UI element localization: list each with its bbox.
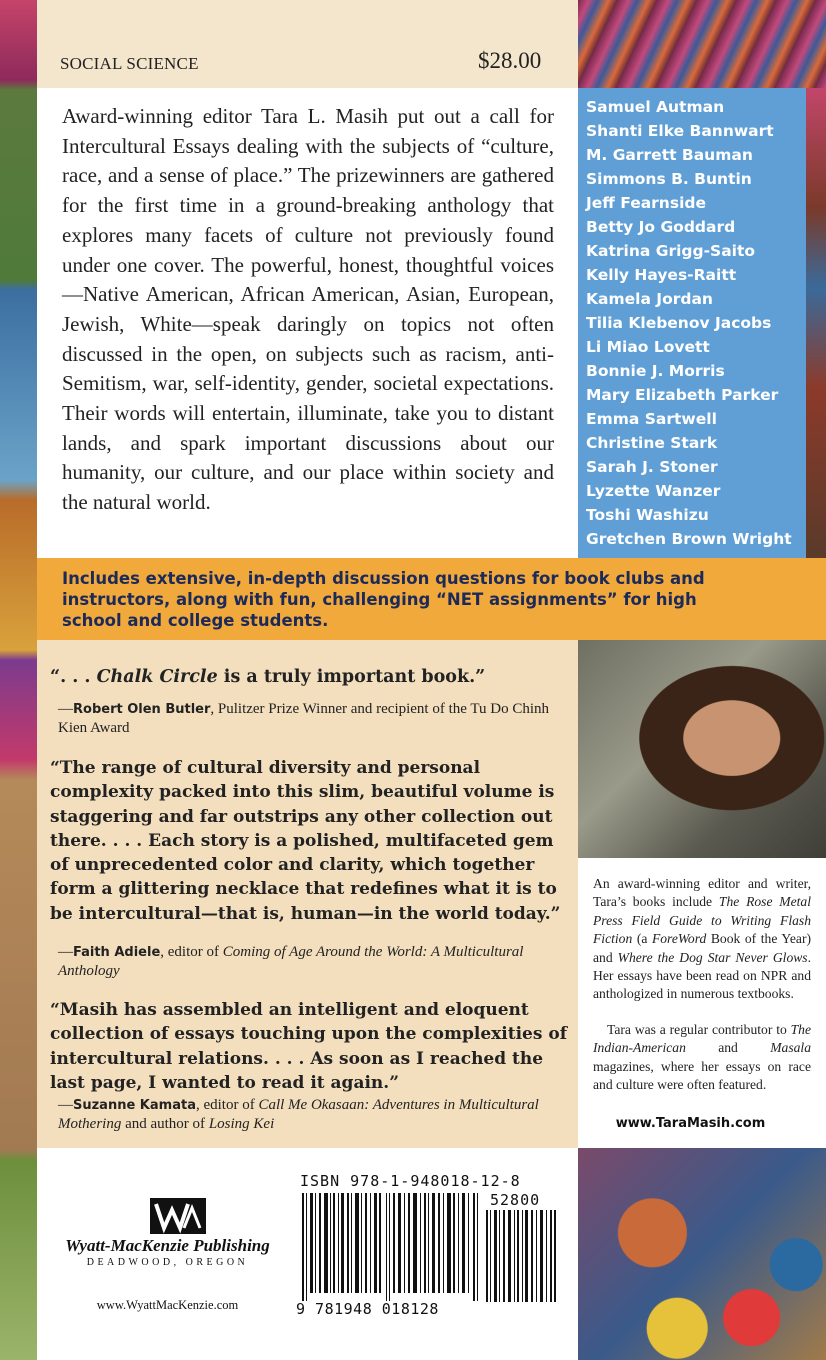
reviewer-book: Call Me Okasaan: Adventures in Multicultural Mothering — [58, 1097, 539, 1132]
contributor-name: Betty Jo Goddard — [586, 218, 736, 236]
contributor-name: Mary Elizabeth Parker — [586, 386, 779, 404]
bio-book-title: ForeWord — [651, 931, 707, 947]
contributor-name: Katrina Grigg-Saito — [586, 242, 756, 260]
quote-open: “. . . — [50, 667, 97, 687]
quote-attribution — [58, 700, 558, 738]
quote-attribution — [58, 943, 558, 981]
quote-text: is a truly important book.” — [217, 667, 486, 687]
bio-text: Book of the Year) and — [593, 931, 811, 965]
bio-text: magazines, where her essays on race and culture were often featured. — [593, 1058, 811, 1093]
review-quote: “The range of cultural diversity and personal complexity packed into this slim, beautiful volume is staggering and far outstrips any other collection out there. . . . Each story is a polished, multifaceted gem of unprecedented color and clarity, which together form a glittering necklace that redefines what it is to be intercultural—that is, human—in the world today.” — [50, 758, 561, 924]
author-bio — [593, 1021, 811, 1095]
reviewer-name: Suzanne Kamata — [73, 1098, 196, 1113]
contributor-name: Jeff Fearnside — [586, 194, 706, 212]
contributor-name: Christine Stark — [586, 434, 718, 452]
reviewer-detail: , Pulitzer Prize Winner and recipient of the Tu Do Chinh Kien Award — [58, 701, 550, 736]
reviewer-name: Faith Adiele — [73, 945, 161, 960]
author-bio — [593, 875, 811, 1004]
publisher-website-link[interactable]: www.WyattMacKenzie.com — [96, 1298, 239, 1312]
publisher-city: DEADWOOD, OREGON — [86, 1257, 249, 1268]
left-photo-strip — [0, 0, 37, 1360]
reviewer-detail: and author of — [121, 1116, 209, 1132]
subject-category: SOCIAL SCIENCE — [60, 54, 199, 73]
contributor-name: Gretchen Brown Wright — [586, 530, 792, 548]
book-description: Award-winning editor Tara L. Masih put out a call for Intercultural Essays dealing with the subjects of “culture, race, and a sense of place.” The prizewinners are gathered for the first time in a ground-breaking anthology that explores many facets of culture not previously found under one cover. The powerful, honest, thoughtful voices—Native American, African American, Asian, European, Jewish, White—speak daringly on topics not often discussed in the open, on subjects such as racism, anti-Semitism, war, self-identity, gender, societal expectations. Their words will entertain, illuminate, take you to distant lands, and spark important discussions about our humanity, our culture, and our place within society and the natural world. — [62, 104, 554, 515]
barcode-digits: 9 781948 018128 — [296, 1300, 439, 1318]
review-quote: “Masih has assembled an intelligent and eloquent collection of essays touching upon the complexities of intercultural relations. . . . As soon as I reached the last page, I wanted to read it again.” — [50, 1000, 568, 1093]
contributor-name: Emma Sartwell — [586, 410, 717, 428]
author-photo — [578, 640, 826, 858]
contributor-name: Tilia Klebenov Jacobs — [586, 314, 772, 332]
quote-attribution — [58, 1096, 563, 1134]
contributor-name: Simmons B. Buntin — [586, 170, 752, 188]
bio-text: . Her essays have been read on NPR and anthologized in numerous textbooks. — [593, 949, 811, 1002]
reviewer-detail: , editor of — [160, 944, 223, 960]
bio-magazine: Masala — [770, 1040, 811, 1056]
contributor-name: Lyzette Wanzer — [586, 482, 721, 500]
contributors-list — [586, 95, 811, 551]
bio-book-title: The Rose Metal Press Field Guide to Writing Flash Fiction — [593, 894, 811, 947]
discussion-note: Includes extensive, in-depth discussion questions for book clubs and instructors, along with fun, challenging “NET assignments” for high school and college students. — [62, 569, 705, 630]
contributor-name: Kelly Hayes-Raitt — [586, 266, 737, 284]
attribution-dash: — — [58, 1097, 73, 1113]
contributor-name: Li Miao Lovett — [586, 338, 710, 356]
reviewer-book: Coming of Age Around the World: A Multicultural Anthology — [58, 944, 524, 979]
quote-book-title: Chalk Circle — [96, 667, 218, 687]
reviewer-detail: , editor of — [195, 1097, 259, 1113]
review-quote — [50, 665, 570, 689]
textile-photo — [578, 0, 826, 88]
contributor-name: Toshi Washizu — [586, 506, 709, 524]
reviewer-book: Losing Kei — [208, 1116, 275, 1132]
reviewer-name: Robert Olen Butler — [73, 702, 211, 717]
book-price: $28.00 — [478, 48, 542, 73]
publisher-name: Wyatt-MacKenzie Publishing — [65, 1236, 270, 1255]
contributor-name: Samuel Autman — [586, 98, 725, 116]
contributor-name: Kamela Jordan — [586, 290, 713, 308]
attribution-dash: — — [58, 944, 73, 960]
author-website-link[interactable]: www.TaraMasih.com — [615, 1116, 766, 1131]
price-code: 52800 — [490, 1191, 541, 1209]
bio-text: Tara was a regular contributor to — [607, 1022, 791, 1037]
bio-text: (a — [632, 931, 652, 947]
contributor-name: M. Garrett Bauman — [586, 146, 753, 164]
contributor-name: Bonnie J. Morris — [586, 362, 725, 380]
attribution-dash: — — [58, 701, 73, 717]
bio-magazine: The Indian-American — [593, 1022, 811, 1056]
yarn-photo — [578, 1148, 826, 1360]
price-barcode — [485, 1210, 557, 1302]
publisher-logo-icon — [150, 1198, 206, 1234]
bio-text: An award-winning editor and writer, Tara’s books include — [593, 876, 811, 910]
contributor-name: Shanti Elke Bannwart — [586, 122, 774, 140]
isbn-barcode — [300, 1193, 480, 1301]
header-panel — [37, 0, 578, 88]
contributor-name: Sarah J. Stoner — [586, 458, 718, 476]
bio-text: and — [685, 1040, 771, 1056]
isbn-label: ISBN 978-1-948018-12-8 — [300, 1172, 521, 1190]
bio-book-title: Where the Dog Star Never Glows — [617, 949, 808, 965]
